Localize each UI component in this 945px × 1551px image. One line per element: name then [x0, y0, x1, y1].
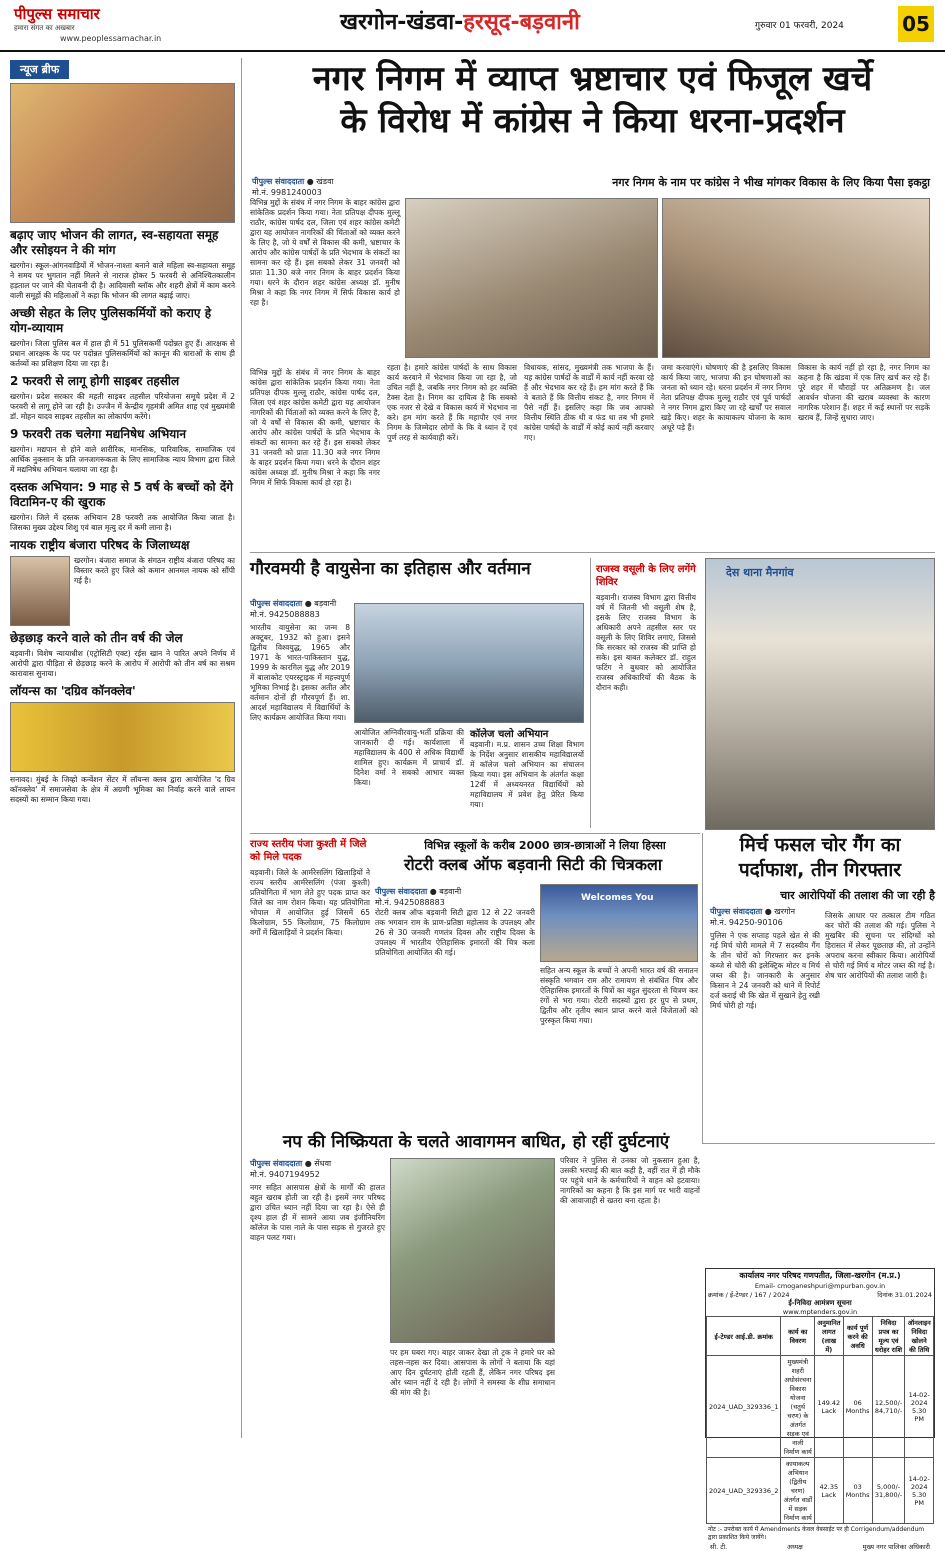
table-row	[707, 1356, 934, 1458]
rotary-col1: रोटरी क्लब ऑफ बड़वानी सिटी द्वारा 12 से 22 जनवरी तक भगवान राम के प्राण-प्रतिष्ठा महोत्सव के उपलक्ष्य और 26 से 30 जनवरी गणतंत्र दिवस और राष्ट्रीय दिवस के उपलक्ष्य में भारतीय ऐतिहासिक इमारतों की चित्र कला प्रतियोगिता आयोजित की गई।	[375, 908, 535, 957]
chilli-headline-line2: पर्दाफाश, तीन गिरफ्तार	[738, 859, 902, 881]
section-divider	[250, 833, 700, 834]
police-station-photo	[705, 558, 935, 830]
brief-body: खरगोन। स्कूल-आंगनवाड़ियों में भोजन-नाश्ता बनाने वाले महिला स्व-सहायता समूह ने समय पर भुगतान नहीं मिलने से नाराज होकर 5 फरवरी से अनिश्चितकालीन हड़ताल पर जाने की चेतावनी दी है। आदिवासी ब्लॉक और शहरी क्षेत्रों में काम करने वाली समूहों की महिलाओं ने कहा कि भोजन की लागत बढ़ाई जाए।	[10, 261, 235, 300]
tender-table	[706, 1316, 934, 1524]
lions-group-photo	[10, 702, 235, 772]
byline-name: पीपुल्स संवाददाता	[710, 907, 763, 916]
airforce-headline: गौरवमयी है वायुसेना का इतिहास और वर्तमान	[250, 559, 531, 579]
brief-title: बढ़ाए जाए भोजन की लागत, स्व-सहायता समूह और रसोइयन ने की मांग	[10, 228, 219, 257]
brief-title: 9 फरवरी तक चलेगा मद्यनिषेध अभियान	[10, 427, 187, 441]
revenue-body: बड़वानी। राजस्व विभाग द्वारा वित्तीय वर्ष में जितनी भी वसूली शेष है, इसके लिए राजस्व विभाग के अधिकारी अपने तहसील स्तर पर वसूली के लिए शिविर लगाएं, जिससे कि सरकार को राजस्व की प्राप्ति हो सके। इस बाबत कलेक्टर डॉ. राहुल फटिंग ने बुधवार को आयोजित राजस्व अधिकारियों की बैठक के दौरान कही।	[596, 593, 696, 692]
lead-kicker: नगर निगम के नाम पर कांग्रेस ने भीख मांगकर विकास के लिए किया पैसा इकट्ठा	[612, 176, 930, 189]
brand-name: पीपुल्स समाचार	[14, 5, 100, 23]
tender-cost: 42.35 Lack	[815, 1458, 843, 1524]
airforce-col2: आयोजित अग्निवीरवायु-भर्ती प्रक्रिया की जानकारी दी गई। कार्यशाला में महाविद्यालय के 400 से अधिक विद्यार्थी शामिल हुए। कार्यक्रम में प्राचार्य डॉ. दिनेश वर्मा ने सबको आभार व्यक्त किया।	[354, 728, 464, 787]
tender-notice	[705, 1268, 935, 1551]
chilli-headline-line1: मिर्च फसल चोर गैंग का	[739, 834, 901, 856]
brief-body: बड़वानी। विशेष न्यायाधीश (एट्रोसिटी एक्ट) रईस खान ने पारित अपने निर्णय में आरोपी द्वारा पीड़िता से छेड़छाड़ करने के आरोप में आरोपी को तीन वर्ष का सश्रम कारावास सुनाया।	[10, 649, 235, 678]
protest-photo-2	[662, 198, 930, 358]
byline-phone: मो.नं. 9981240003	[252, 188, 322, 197]
lead-col1b: विभिन्न मुद्दों के संबंध में नगर निगम के बाहर कांग्रेस द्वारा सांकेतिक प्रदर्शन किया गया। नेता प्रतिपक्ष दीपक मुल्लू राठौर, कांग्रेस पार्षद दल, जिला एवं शहर कांग्रेस कमेटी द्वारा यह आयोजन नागरिकों की चिंताओं को व्यक्त करने के लिए है, जो ये वर्षों से विकास की कमी, भ्रष्टाचार के आरोप और कांग्रेस पार्षदों के प्रति भेदभाव के संकटों का सामना कर रहे हैं। इस सबको लेकर 31 जनवरी को प्रातः 11.30 बजे नगर निगम के बाहर प्रदर्शन किया गया। धरने के दौरान शहर कांग्रेस अध्यक्ष डॉ. मुनीष मिश्रा ने कहा कि नगर निगम में सिर्फ विकास कार्य हो रहा है।	[250, 368, 380, 487]
tender-footnote: नोट :- उपरोक्त कार्य में Amendments केवल वेबसाईट पर ही Corrigendum/addendum द्वारा प्रकाशित किये जायेंगे।	[708, 1526, 925, 1541]
byline-name: पीपुल्स संवाददाता	[250, 1159, 303, 1168]
rotary-col2: सहित अन्य स्कूल के बच्चों ने अपनी भारत वर्ष की सनातन संस्कृति भगवान राम और रामायण से संबंधित चित्र और ऐतिहासिक इमारतों के चित्रों का बहुत सुंदरता से चित्रण कर रंगों से भरा गया। रोटरी सदस्यों द्वारा हर ग्रुप से प्रथम, द्वितीय और तृतीय स्थान प्राप्त करने वाले विजेताओं को पुरस्कृत किया गया।	[540, 966, 698, 1025]
brief-body: खरगोन। प्रदेश सरकार की महती साइबर तहसील परियोजना समूचे प्रदेश में 2 फरवरी से लागू होने जा रही है। उज्जैन में केन्द्रीय गृहमंत्री अमित शाह एवं मुख्यमंत्री डॉ. मोहन यादव साइबर तहसील का लोकार्पण करेंगे।	[10, 392, 235, 421]
traffic-col2: पर हम घबरा गए। बाहर जाकर देखा तो ट्रक ने हमारे घर को तहस-नहस कर दिया। आसपास के लोगों ने बताया कि यहां आए दिन दुर्घटनाएं होती रहती हैं, लेकिन नगर परिषद इस ओर ध्यान नहीं दे रही है। लोगों ने समस्या के शीघ्र समाधान की मांग की है।	[390, 1348, 555, 1397]
byline-name: पीपुल्स संवाददाता	[375, 887, 428, 896]
tender-work: मुख्यमंत्री शहरी अधोसंरचना विकास योजना (चतुर्थ चरण) के अंतर्गत सड़क एवं नाली निर्माण कार्य	[781, 1356, 815, 1458]
brief-title: अच्छी सेहत के लिए पुलिसकर्मियों को कराए हे योग-व्यायाम	[10, 306, 212, 335]
chilli-headline	[705, 833, 935, 883]
byline-city: बड़वानी	[314, 599, 337, 608]
tender-fee: 12,500/- 84,710/-	[872, 1356, 905, 1458]
traffic-byline: पीपुल्स संवाददाता ● सेंधवा मो.नं. 9407194952	[250, 1159, 332, 1179]
byline-city: सेंधवा	[314, 1159, 332, 1168]
main-area	[250, 58, 935, 1551]
sign-left: सी. टी.	[710, 1543, 728, 1551]
sign-right: मुख्य नगर पालिका अधिकारी	[862, 1543, 930, 1551]
tender-header-cell: ऑनलाइन निविदा खोलने की तिथि	[905, 1317, 934, 1356]
college-subhead: कॉलेज चलो अभियान	[470, 729, 549, 740]
brief-title: दस्तक अभियान: 9 माह से 5 वर्ष के बच्चों को देंगे विटामिन-ए की खुराक	[10, 480, 233, 509]
tender-open-date: 14-02-2024 5.30 PM	[905, 1356, 934, 1458]
tender-header-cell: ई-टेण्डर आई.डी. क्रमांक	[707, 1317, 781, 1356]
chilli-kicker: चार आरोपियों की तलाश की जा रही है	[780, 889, 935, 902]
news-brief-tag: न्यूज ब्रीफ	[10, 60, 69, 79]
byline-phone: मो.नं. 9407194952	[250, 1170, 320, 1179]
accident-photo	[390, 1158, 555, 1343]
traffic-col3: परिवार ने पुलिस से उनका जो नुकसान हुआ है, उसकी भरपाई की बात कही है, वहीं रात में ही मौके पर पहुंचे थाने के कर्मचारियों ने वाहन को हटवाया। नागरिकों का कहना है कि इस मार्ग पर भारी वाहनों की आवाजाही से खतरा बना रहता है।	[560, 1156, 700, 1205]
lead-col5: विकास के कार्य नहीं हो रहा है, नगर निगम का कहना है कि खंडवा में एक लिए खर्च कर रहे हैं। पूरे शहर में चौराहों पर अतिक्रमण है। जल आवर्धन योजना की खराब व्यवस्था के कारण नागरिक परेशान हैं। शहर में कई स्थानों पर सड़कें खराब हैं, जिन्हें सुधारा जाए।	[798, 363, 930, 422]
tender-header-cell: अनुमानित लागत (लाख में)	[815, 1317, 843, 1356]
tender-title: कार्यालय नगर परिषद गणपतीत, जिला-खरगोन (म.प्र.)	[739, 1271, 901, 1280]
table-row	[707, 1458, 934, 1524]
region-title	[340, 6, 580, 36]
tender-period: 03 Months	[843, 1458, 872, 1524]
news-brief-sidebar	[10, 58, 242, 1438]
lead-byline: पीपुल्स संवाददाता ● खंडवा मो.नं. 9981240003	[252, 177, 334, 197]
byline-phone: मो.नं. 94250-90106	[710, 918, 783, 927]
brief-title: लॉयन्स का 'दग्रिव कॉनक्लेव'	[10, 684, 136, 698]
tender-period: 06 Months	[843, 1356, 872, 1458]
rotary-headline: रोटरी क्लब ऑफ बड़वानी सिटी की चित्रकला	[403, 855, 663, 874]
tender-date: दिनांक 31.01.2024	[877, 1291, 932, 1299]
byline-phone: मो.नं. 9425088883	[250, 610, 320, 619]
byline-name: पीपुल्स संवाददाता	[252, 177, 305, 186]
airforce-byline: पीपुल्स संवाददाता ● बड़वानी मो.नं. 9425088883	[250, 599, 337, 619]
chilli-col1: पुलिस ने एक सप्ताह पहले खेत से की गई मिर्च चोरी मामले में 7 सदस्यीय गैंग के तीन चोरों को गिरफ्तार कर इनके कब्जे से चोरी की इलेक्ट्रिक मोटर व मिर्च जब्त की है। जानकारी के अनुसार किसान ने 24 जनवरी को थाने में रिपोर्ट दर्ज कराई थी कि खेत में सुखाने हेतु रखी मिर्च चोरी हो गई।	[710, 931, 820, 1010]
brief-body: सनावद। मुंबई के जिव्हो कन्वेंशन सेंटर में लॉयन्स क्लब द्वारा आयोजित 'द ग्रिव कॉनक्लेव' में समाजसेवा के क्षेत्र में अग्रणी भूमिका का निर्वाह करने वाले लायन सदस्यों का सम्मान किया गया।	[10, 775, 235, 804]
airforce-col1: भारतीय वायुसेना का जन्म 8 अक्टूबर, 1932 को हुआ। इसने द्वितीय विश्वयुद्ध, 1965 और 1971 के भारत-पाकिस्तान युद्ध, 1999 के कारगिल युद्ध और 2019 में बालाकोट एयरस्ट्राइक में महत्त्वपूर्ण भूमिका निभाई है। इसका अतीत और वर्तमान दोनों ही गौरवपूर्ण हैं। शा. आदर्श महाविद्यालय में विद्यार्थियों के लिए कार्यक्रम आयोजित किया गया।	[250, 623, 350, 722]
traffic-headline: नप की निष्क्रियता के चलते आवागमन बाधित, हो रहीं दुर्घटनाएं	[250, 1131, 702, 1153]
rotary-kicker: विभिन्न स्कूलों के करीब 2000 छात्र-छात्राओं ने लिया हिस्सा	[424, 839, 666, 852]
byline-phone: मो.नं. 9425088883	[375, 898, 445, 907]
issue-date: गुरुवार 01 फरवरी, 2024	[755, 21, 844, 31]
lead-col4: जमा करवाएंगे। घोषणाएं की है इसलिए विकास कार्य किया जाए, भाजपा की इन घोषणाओं का जनता को ध्यान रहे। धरना प्रदर्शन में नगर निगम नेता प्रतिपक्ष दीपक मुल्लू राठौर एवं पूर्व पार्षदों ने नगर निगम द्वारा किए जा रहे खर्चों पर सवाल खड़े किए। शहर के कायाकल्प योजना के काम अधूरे पड़े हैं।	[661, 363, 791, 432]
lead-headline	[250, 58, 935, 142]
lead-col1: विभिन्न मुद्दों के संबंध में नगर निगम के बाहर कांग्रेस द्वारा सांकेतिक प्रदर्शन किया गया। नेता प्रतिपक्ष दीपक मुल्लू राठौर, कांग्रेस पार्षद दल, जिला एवं शहर कांग्रेस कमेटी द्वारा यह आयोजन नागरिकों की चिंताओं को व्यक्त करने के लिए है, जो ये वर्षों से विकास की कमी, भ्रष्टाचार के आरोप और कांग्रेस पार्षदों के प्रति भेदभाव के संकटों का सामना कर रहे हैं। इस सबको लेकर 31 जनवरी को प्रातः 11.30 बजे नगर निगम के बाहर प्रदर्शन किया गया। धरने के दौरान शहर कांग्रेस अध्यक्ष डॉ. मुनीष मिश्रा ने कहा कि नगर निगम में सिर्फ विकास कार्य हो रहा है।	[250, 198, 400, 307]
portrait-photo	[10, 556, 70, 626]
section-divider	[250, 552, 935, 553]
tender-header-cell: कार्य पूर्ण करने की अवधि	[843, 1317, 872, 1356]
sign-mid: अध्यक्ष	[787, 1543, 803, 1551]
brief-body: खरगोन। जिले में दस्तक अभियान 28 फरवरी तक आयोजित किया जाता है। जिसका मुख्य उद्देश्य शिशु एवं बाल मृत्यु दर में कमी लाना है।	[10, 513, 235, 532]
byline-name: पीपुल्स संवाददाता	[250, 599, 303, 608]
protest-photo-1	[405, 198, 658, 358]
brand-logo	[14, 4, 100, 33]
tender-header-cell: निविदा प्रपत्र का मूल्य एवं धरोहर राशि	[872, 1317, 905, 1356]
tender-work: कायाकल्प अभियान (द्वितीय चरण) अंतर्गत वार्डों में सड़क निर्माण कार्य	[781, 1458, 815, 1524]
lead-col2: रहता है। हमारे कांग्रेस पार्षदों के साथ विकास कार्य करवाने में भेदभाव किया जा रहा है, जो उचित नहीं है, जबकि नगर निगम को हर व्यक्ति टैक्स देता है। निगम का दायित्व है कि सबको एक नजर से देखे व विकास कार्य में भेदभाव ना करे। हम मांग करते हैं कि महापौर एवं नगर निगम के जिम्मेदार लोगों के कि वे ध्यान दें एवं पूर्ण तरह से कार्यवाही करें।	[387, 363, 517, 442]
tender-cost: 149.42 Lack	[815, 1356, 843, 1458]
rotary-event-photo	[540, 884, 698, 962]
kabaddi-body: बड़वानी। जिले के आर्मरेसलिंग खिलाड़ियों ने राज्य स्तरीय आर्मरेसलिंग (पंजा कुश्ती) प्रतियोगिता में भाग लेते हुए पदक प्राप्त कर जिले का नाम रोशन किया। यह प्रतियोगिता भोपाल में आयोजित हुई जिसमें 65 किलोग्राम, 55 किलोग्राम, 75 किलोग्राम वर्गों में खिलाड़ियों ने प्रदर्शन किया।	[250, 868, 370, 937]
tender-id: 2024_UAD_329336_1	[707, 1356, 781, 1458]
traffic-col1: नगर सहित आसपास क्षेत्रों के मार्गों की हालत बहुत खराब होती जा रही है। इसमें नगर परिषद द्वारा उचित ध्यान नहीं दिया जा रहा है। ऐसे ही दृश्य हाल ही में सामने आया जब इंजीनियरिंग कॉलेज के पास नाले के पास सड़क से गुजरते हुए वाहन पलट गया।	[250, 1183, 385, 1242]
region-part1: खरगोन-खंडवा-	[340, 10, 464, 35]
kabaddi-headline: राज्य स्तरीय पंजा कुश्ती में जिले को मिले पदक	[250, 839, 367, 863]
tender-heading: ई-निविदा आमंत्रण सूचना	[788, 1299, 852, 1307]
tender-open-date: 14-02-2024 5.30 PM	[905, 1458, 934, 1524]
tender-header-row	[707, 1317, 934, 1356]
women-group-photo	[10, 83, 235, 223]
column-divider	[702, 833, 703, 1143]
tender-website[interactable]: www.mptenders.gov.in	[782, 1308, 858, 1316]
tender-header-cell: कार्य का विवरण	[781, 1317, 815, 1356]
welcome-banner: Welcomes You	[581, 893, 654, 903]
page-number: 05	[898, 6, 934, 42]
brief-body: खरगोन। बंजारा समाज के संगठन राष्ट्रीय बंजारा परिषद का विस्तार करते हुए जिले को कमान आनमल नायक को सौंपी गई है।	[74, 556, 235, 585]
chilli-byline: पीपुल्स संवाददाता ● खरगोन मो.नं. 94250-90106	[710, 907, 796, 927]
brief-title: नायक राष्ट्रीय बंजारा परिषद के जिलाध्यक्ष	[10, 538, 190, 552]
brief-title: छेड़छाड़ करने वाले को तीन वर्ष की जेल	[10, 631, 183, 645]
photo-sign: देस थाना मैनगांव	[726, 566, 794, 579]
byline-city: बड़वानी	[439, 887, 462, 896]
tender-id: 2024_UAD_329336_2	[707, 1458, 781, 1524]
site-url[interactable]: www.peoplessamachar.in	[60, 34, 162, 43]
airforce-col3: बड़वानी। म.प्र. शासन उच्च शिक्षा विभाग के निर्देश अनुसार शासकीय महाविद्यालयों में कॉलेज चलो अभियान का संचालन किया गया। इस अभियान के अंतर्गत कक्षा 12वीं में अध्ययनरत विद्यार्थियों को महाविद्यालय में प्रवेश हेतु प्रेरित किया गया।	[470, 740, 584, 809]
chilli-col2: जिसके आधार पर तत्काल टीम गठित कर चोरों की तलाश की गई। पुलिस ने मुखबिर की सूचना पर संदिग्धों को हिरासत में लेकर पूछताछ की, तो उन्होंने अपराध करना स्वीकार किया। आरोपियों से चोरी गई मिर्च व मोटर जब्त की गई है। शेष चार आरोपियों की तलाश जारी है।	[825, 911, 935, 980]
brief-body: खरगोन। जिला पुलिस बल में हाल ही में 51 पुलिसकर्मी पदोन्नत हुए हैं। आरक्षक से प्रधान आरक्षक के पद पर पदोन्नत पुलिसकर्मियों को कानून की धाराओं के साथ ही कर्तव्यों का प्रशिक्षण दिया जा रहा है।	[10, 339, 235, 368]
lead-headline-line2: के विरोध में कांग्रेस ने किया धरना-प्रदर्शन	[340, 101, 845, 141]
airforce-group-photo	[354, 603, 584, 723]
masthead	[0, 0, 945, 52]
revenue-headline: राजस्व वसूली के लिए लगेंगे शिविर	[596, 564, 696, 588]
brand-tagline: हमारा संगत का अखबार	[14, 24, 75, 32]
lead-col3: विधायक, सांसद, मुख्यमंत्री तक भाजपा के हैं। यह कांग्रेस पार्षदों के वार्डों में कार्य नहीं करवा रहे हैं और भेदभाव कर रहे हैं। हम मांग करते हैं कि वे बताते हैं कि वित्तीय संकट है, नगर निगम में पैसे नहीं हैं। इसलिए कहा कि जब आपको वित्तीय स्थिति ठीक थी व फंड था तब भी हमारे कांग्रेस पार्षदों के वार्डों में कोई कार्य नहीं करवाए गए।	[524, 363, 654, 442]
lead-headline-line1: नगर निगम में व्याप्त भ्रष्टाचार एवं फिजूल खर्चे	[312, 59, 873, 99]
tender-fee: 5,000/- 31,800/-	[872, 1458, 905, 1524]
byline-city: खंडवा	[316, 177, 334, 186]
rotary-byline: पीपुल्स संवाददाता ● बड़वानी मो.नं. 9425088883	[375, 887, 462, 907]
brief-title: 2 फरवरी से लागू होगी साइबर तहसील	[10, 374, 180, 388]
tender-email[interactable]: Email- cmoganeshpuri@mpurban.gov.in	[754, 1282, 886, 1290]
column-divider	[590, 558, 591, 828]
brief-body: खरगोन। मद्यपान से होने वाले शारीरिक, मानसिक, पारिवारिक, सामाजिक एवं आर्थिक नुकसान के प्रति जनजागरूकता के लिए सामाजिक न्याय विभाग द्वारा जिले में मद्यनिषेध अभियान चलाया जा रहा है।	[10, 445, 235, 474]
region-part2: हरसूद-बड़वानी	[463, 10, 580, 35]
tender-number: क्रमांक / ई-टेण्डर / 167 / 2024	[708, 1291, 790, 1299]
byline-city: खरगोन	[774, 907, 796, 916]
